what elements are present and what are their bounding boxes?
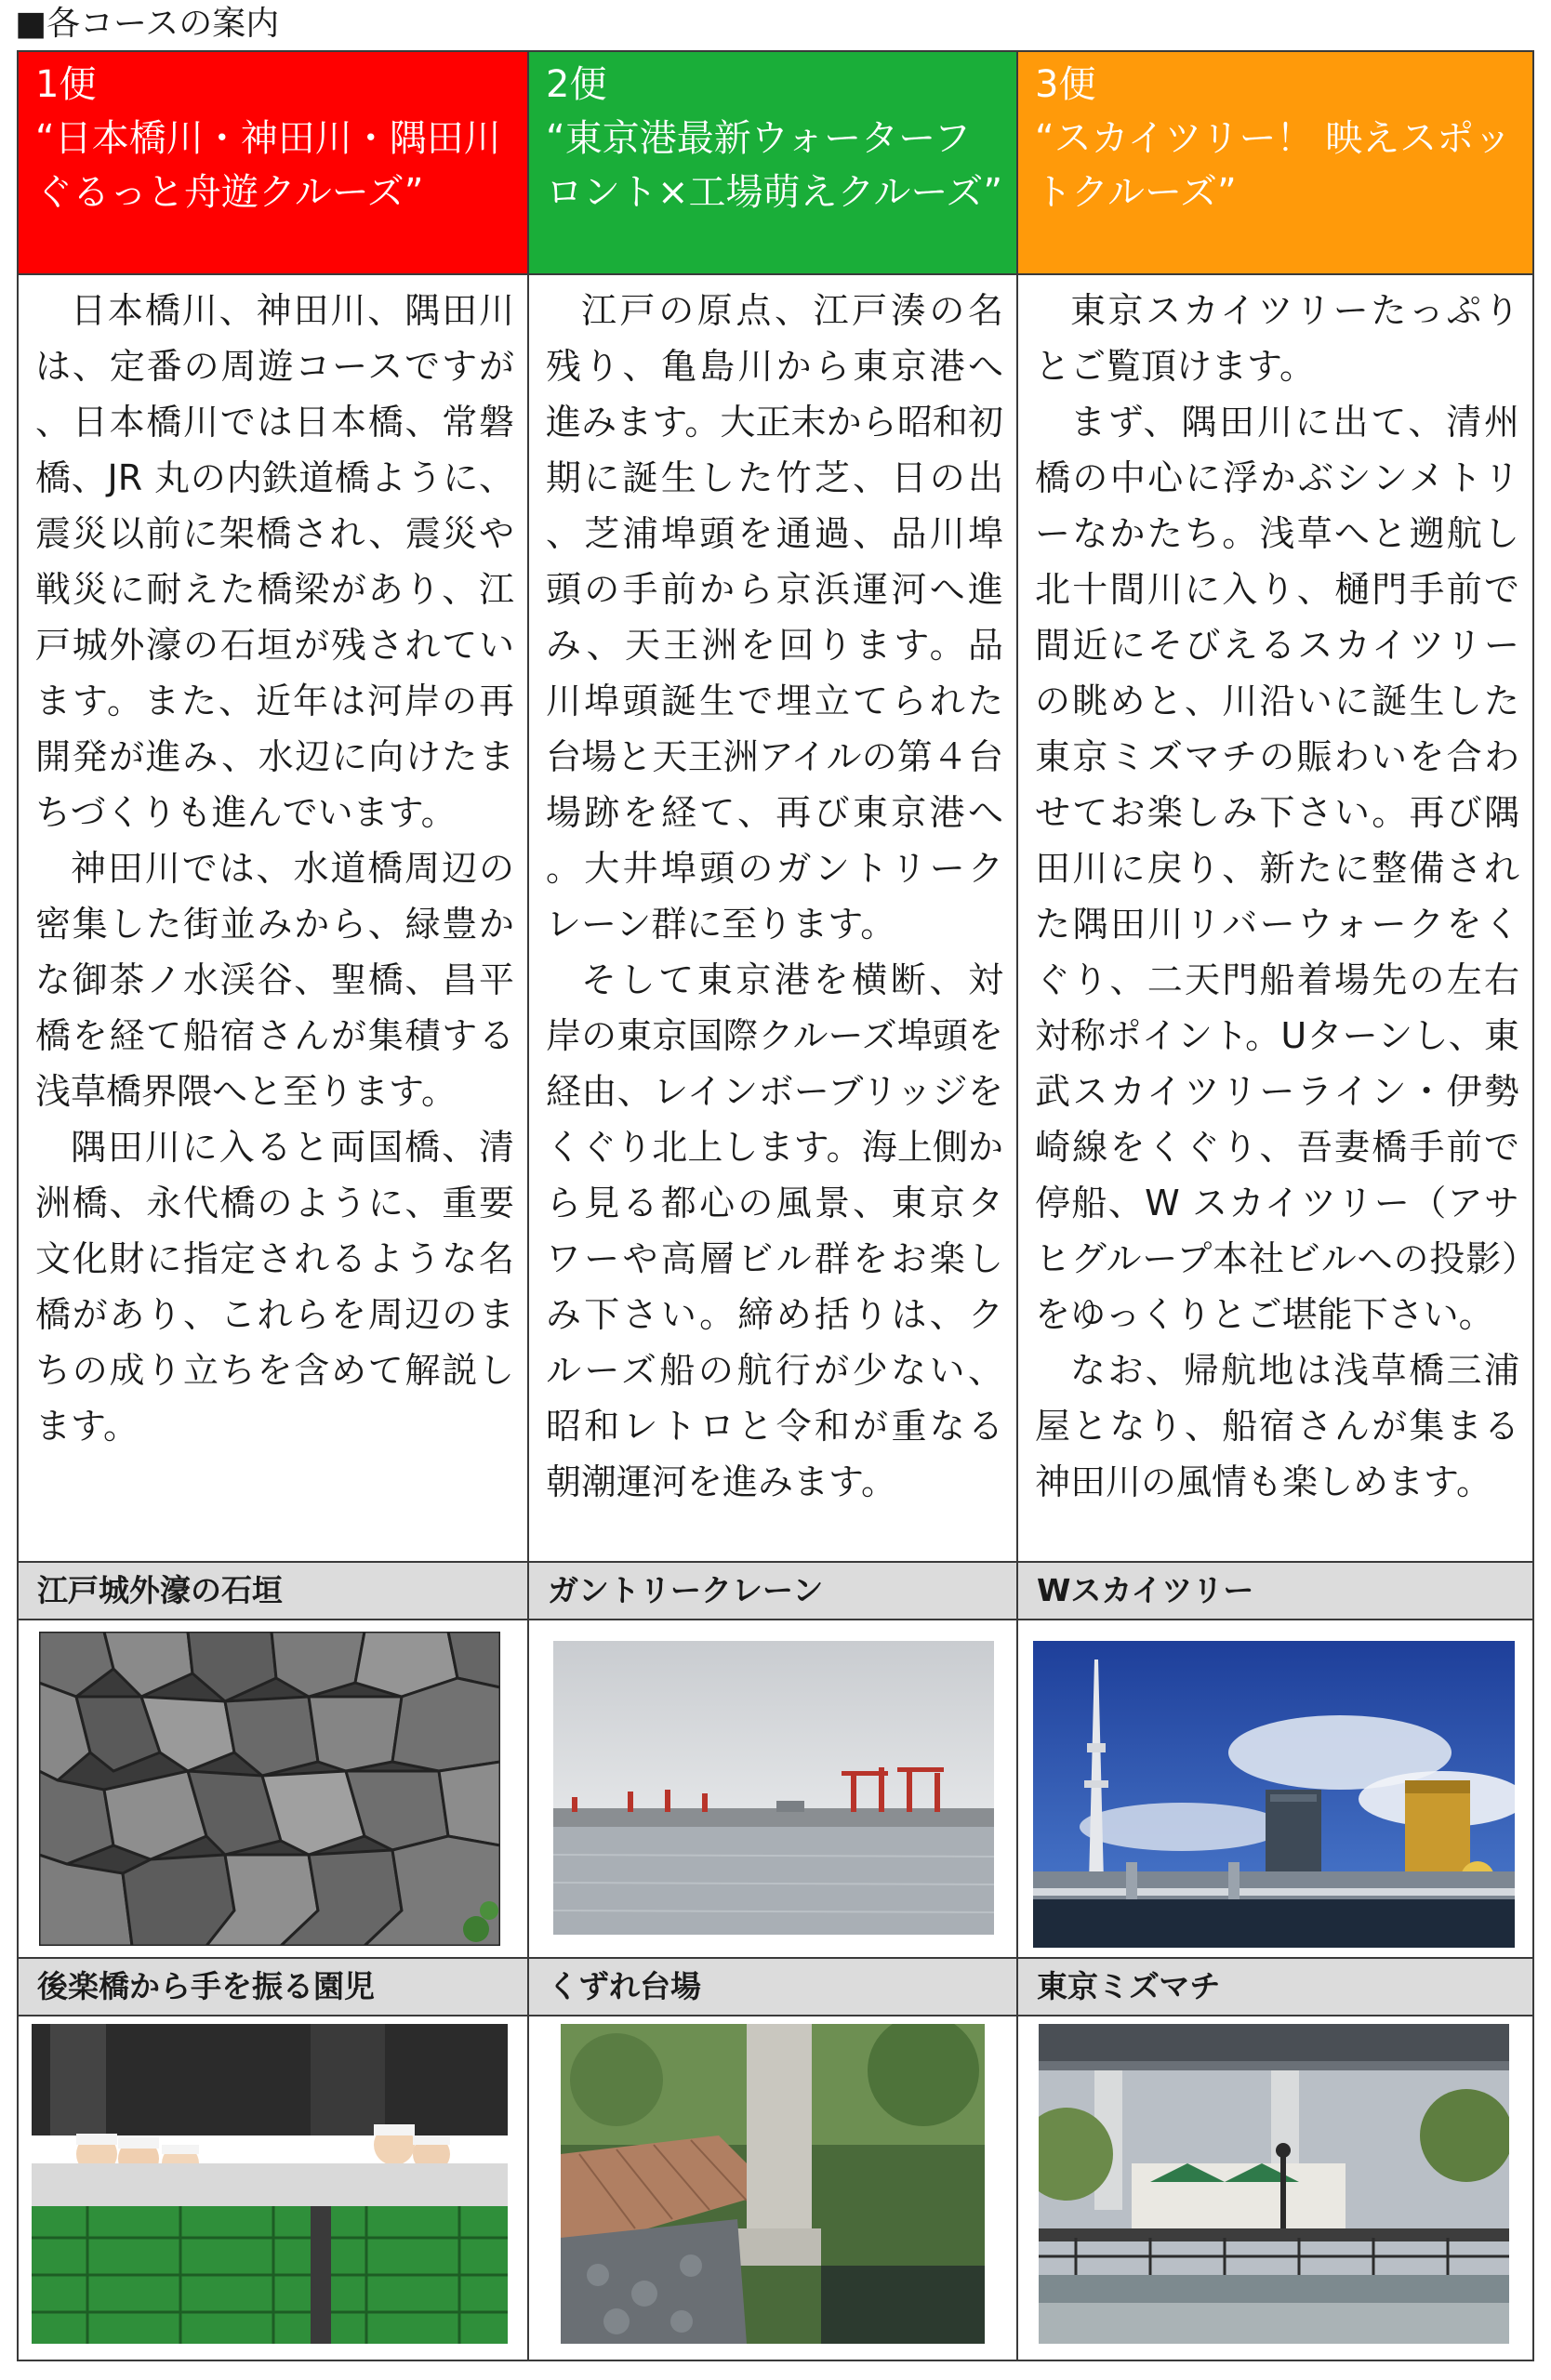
page-heading: ■各コースの案内 [15, 5, 280, 43]
course-2-title: “東京港最新ウォーターフロント×工場萌えクルーズ” [546, 117, 1003, 214]
course-1-paragraph: 日本橋川、神田川、隅田川は、定番の周遊コースですが、日本橋川では日本橋、常磐橋、JR 丸の内鉄道橋ように、震災以前に架橋され、震災や戦災に耐えた橋梁があり、江戸城外濠の石垣が残されています。また、近年は河岸の再開発が進み、水辺に向けたまちづくりも進んでいます。 [35, 290, 514, 833]
course-1-header [19, 52, 529, 275]
photo-cell [19, 1620, 529, 1959]
course-3-description [1018, 275, 1532, 1563]
photo-caption: Wスカイツリー [1018, 1563, 1532, 1620]
course-2-header [529, 52, 1018, 275]
photo-caption: 江戸城外濠の石垣 [19, 1563, 529, 1620]
photo-cell [1018, 1620, 1532, 1959]
photo-cell [1018, 2016, 1532, 2360]
stone-wall-photo [39, 1632, 500, 1946]
course-3-paragraph: 東京スカイツリーたっぷりとご覧頂けます。 [1035, 290, 1519, 387]
course-2-description [529, 275, 1018, 1563]
course-3-number: 3便 [1035, 63, 1096, 106]
photo-caption: 東京ミズマチ [1018, 1959, 1532, 2016]
tokyo-mizumachi-photo [1039, 2024, 1509, 2344]
course-3-title: “スカイツリー！ 映えスポットクルーズ” [1035, 117, 1512, 214]
crumbled-battery-photo [561, 2024, 985, 2344]
course-1-paragraph: 隅田川に入ると両国橋、清洲橋、永代橋のように、重要文化財に指定されるような名橋があり、これらを周辺のまちの成り立ちを含めて解説します。 [35, 1127, 514, 1447]
course-2-number: 2便 [546, 63, 607, 106]
photo-cell [19, 2016, 529, 2360]
course-2-paragraph: 江戸の原点、江戸湊の名残り、亀島川から東京港へ進みます。大正末から昭和初期に誕生した竹芝、日の出、芝浦埠頭を通過、品川埠頭の手前から京浜運河へ進み、天王洲を回ります。品川埠頭誕生で埋立てられた台場と天王洲アイルの第４台場跡を経て、再び東京港へ。大井埠頭のガントリークレーン群に至ります。 [546, 290, 1003, 945]
course-1-title: “日本橋川・神田川・隅田川ぐるっと舟遊クルーズ” [35, 117, 501, 214]
course-1-description [19, 275, 529, 1563]
photo-caption: くずれ台場 [529, 1959, 1018, 2016]
photo-cell [529, 2016, 1018, 2360]
gantry-cranes-photo [553, 1641, 994, 1935]
photo-cell [529, 1620, 1018, 1959]
course-1-number: 1便 [35, 63, 97, 106]
course-3-header [1018, 52, 1532, 275]
course-3-paragraph: まず、隅田川に出て、清州橋の中心に浮かぶシンメトリーなかたち。浅草へと遡航し北十間川に入り、樋門手前で間近にそびえるスカイツリーの眺めと、川沿いに誕生した東京ミズマチの賑わいを合わせてお楽しみ下さい。再び隅田川に戻り、新たに整備された隅田川リバーウォークをくぐり、二天門船着場先の左右対称ポイント。Uターンし、東武スカイツリーライン・伊勢崎線をくぐり、吾妻橋手前で停船、W スカイツリー（アサヒグループ本社ビルへの投影）をゆっくりとご堪能下さい。 [1035, 402, 1519, 1335]
course-1-paragraph: 神田川では、水道橋周辺の密集した街並みから、緑豊かな御茶ノ水渓谷、聖橋、昌平橋を経て船宿さんが集積する浅草橋界隈へと至ります。 [35, 848, 514, 1112]
course-2-paragraph: そして東京港を横断、対岸の東京国際クルーズ埠頭を経由、レインボーブリッジをくぐり北上します。海上側から見る都心の風景、東京タワーや高層ビル群をお楽しみ下さい。締め括りは、クルーズ船の航行が少ない、昭和レトロと令和が重なる朝潮運河を進みます。 [546, 959, 1003, 1502]
course-table [17, 50, 1534, 2361]
course-3-paragraph: なお、帰航地は浅草橋三浦屋となり、船宿さんが集まる神田川の風情も楽しめます。 [1035, 1350, 1519, 1502]
children-on-bridge-photo [32, 2024, 508, 2344]
photo-caption: 後楽橋から手を振る園児 [19, 1959, 529, 2016]
w-skytree-photo [1033, 1641, 1515, 1948]
photo-caption: ガントリークレーン [529, 1563, 1018, 1620]
